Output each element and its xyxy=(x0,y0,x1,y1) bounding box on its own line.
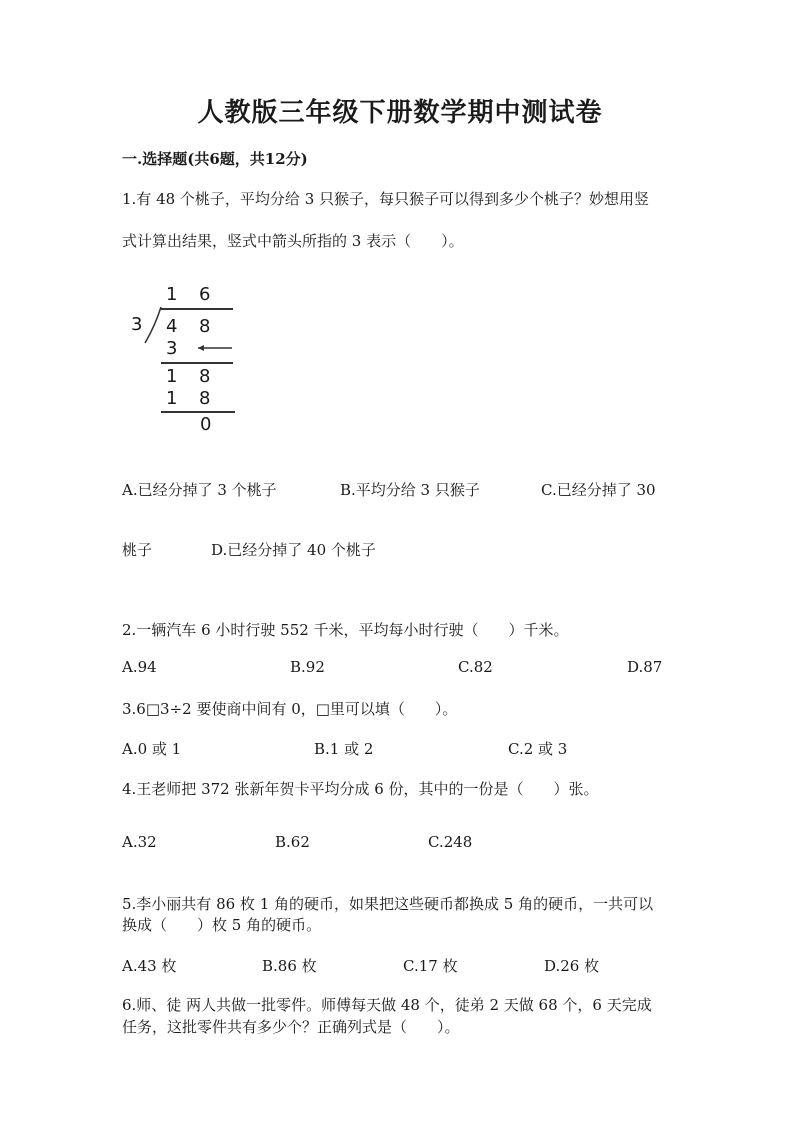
step-2-digit-1: 1 xyxy=(166,366,178,387)
question-6-line-2: 任务，这批零件共有多少个？正确列式是（ ）。 xyxy=(122,1018,460,1036)
q2-option-d[interactable]: D.87 xyxy=(627,658,663,676)
q4-option-a[interactable]: A.32 xyxy=(122,833,157,851)
arrow-left-icon xyxy=(194,342,234,354)
divisor: 3 xyxy=(131,314,143,335)
division-line-3 xyxy=(161,411,235,413)
q1-option-b[interactable]: B.平均分给 3 只猴子 xyxy=(340,481,480,499)
quotient-digit-1: 1 xyxy=(166,284,178,305)
question-2: 2.一辆汽车 6 小时行驶 552 千米，平均每小时行驶（ ）千米。 xyxy=(122,621,569,639)
q2-option-a[interactable]: A.94 xyxy=(122,658,157,676)
q3-option-b[interactable]: B.1 或 2 xyxy=(314,740,374,758)
page-title: 人教版三年级下册数学期中测试卷 xyxy=(197,98,603,128)
question-3: 3.6□3÷2 要使商中间有 0，□里可以填（ ）。 xyxy=(122,700,458,718)
dividend-digit-2: 8 xyxy=(199,316,211,337)
q4-option-c[interactable]: C.248 xyxy=(428,833,473,851)
question-4: 4.王老师把 372 张新年贺卡平均分成 6 份，其中的一份是（ ）张。 xyxy=(122,780,599,798)
section-heading: 一.选择题(共6题，共12分) xyxy=(122,150,308,168)
dividend-digit-1: 4 xyxy=(166,316,178,337)
q2-option-b[interactable]: B.92 xyxy=(290,658,325,676)
q4-option-b[interactable]: B.62 xyxy=(275,833,310,851)
division-bracket xyxy=(143,306,163,344)
q1-option-c-continued: 桃子 xyxy=(122,541,153,559)
q1-option-c[interactable]: C.已经分掉了 30 xyxy=(541,481,656,499)
q5-option-d[interactable]: D.26 枚 xyxy=(544,957,600,975)
question-1-line-1: 1.有 48 个桃子，平均分给 3 只猴子，每只猴子可以得到多少个桃子？妙想用竖 xyxy=(122,190,650,208)
step-3-digit-1: 1 xyxy=(166,388,178,409)
q5-option-a[interactable]: A.43 枚 xyxy=(122,957,177,975)
remainder: 0 xyxy=(200,414,212,435)
q3-option-a[interactable]: A.0 或 1 xyxy=(122,740,182,758)
division-line-2 xyxy=(161,362,233,364)
step-1-digit: 3 xyxy=(166,338,178,359)
q3-option-c[interactable]: C.2 或 3 xyxy=(508,740,568,758)
step-3-digit-2: 8 xyxy=(199,388,211,409)
division-top-line xyxy=(161,308,233,310)
q2-option-c[interactable]: C.82 xyxy=(458,658,493,676)
q5-option-b[interactable]: B.86 枚 xyxy=(262,957,317,975)
q1-option-a[interactable]: A.已经分掉了 3 个桃子 xyxy=(122,481,277,499)
question-5-line-1: 5.李小丽共有 86 枚 1 角的硬币，如果把这些硬币都换成 5 角的硬币，一共可以 xyxy=(122,895,654,913)
quotient-digit-2: 6 xyxy=(199,284,211,305)
question-1-line-2: 式计算出结果，竖式中箭头所指的 3 表示（ ）。 xyxy=(122,232,464,250)
step-2-digit-2: 8 xyxy=(199,366,211,387)
q1-option-d[interactable]: D.已经分掉了 40 个桃子 xyxy=(211,541,376,559)
question-6-line-1: 6.师、徒 两人共做一批零件。师傅每天做 48 个，徒弟 2 天做 68 个，6 天完成 xyxy=(122,996,652,1014)
question-5-line-2: 换成（ ）枚 5 角的硬币。 xyxy=(122,916,322,934)
q5-option-c[interactable]: C.17 枚 xyxy=(403,957,458,975)
